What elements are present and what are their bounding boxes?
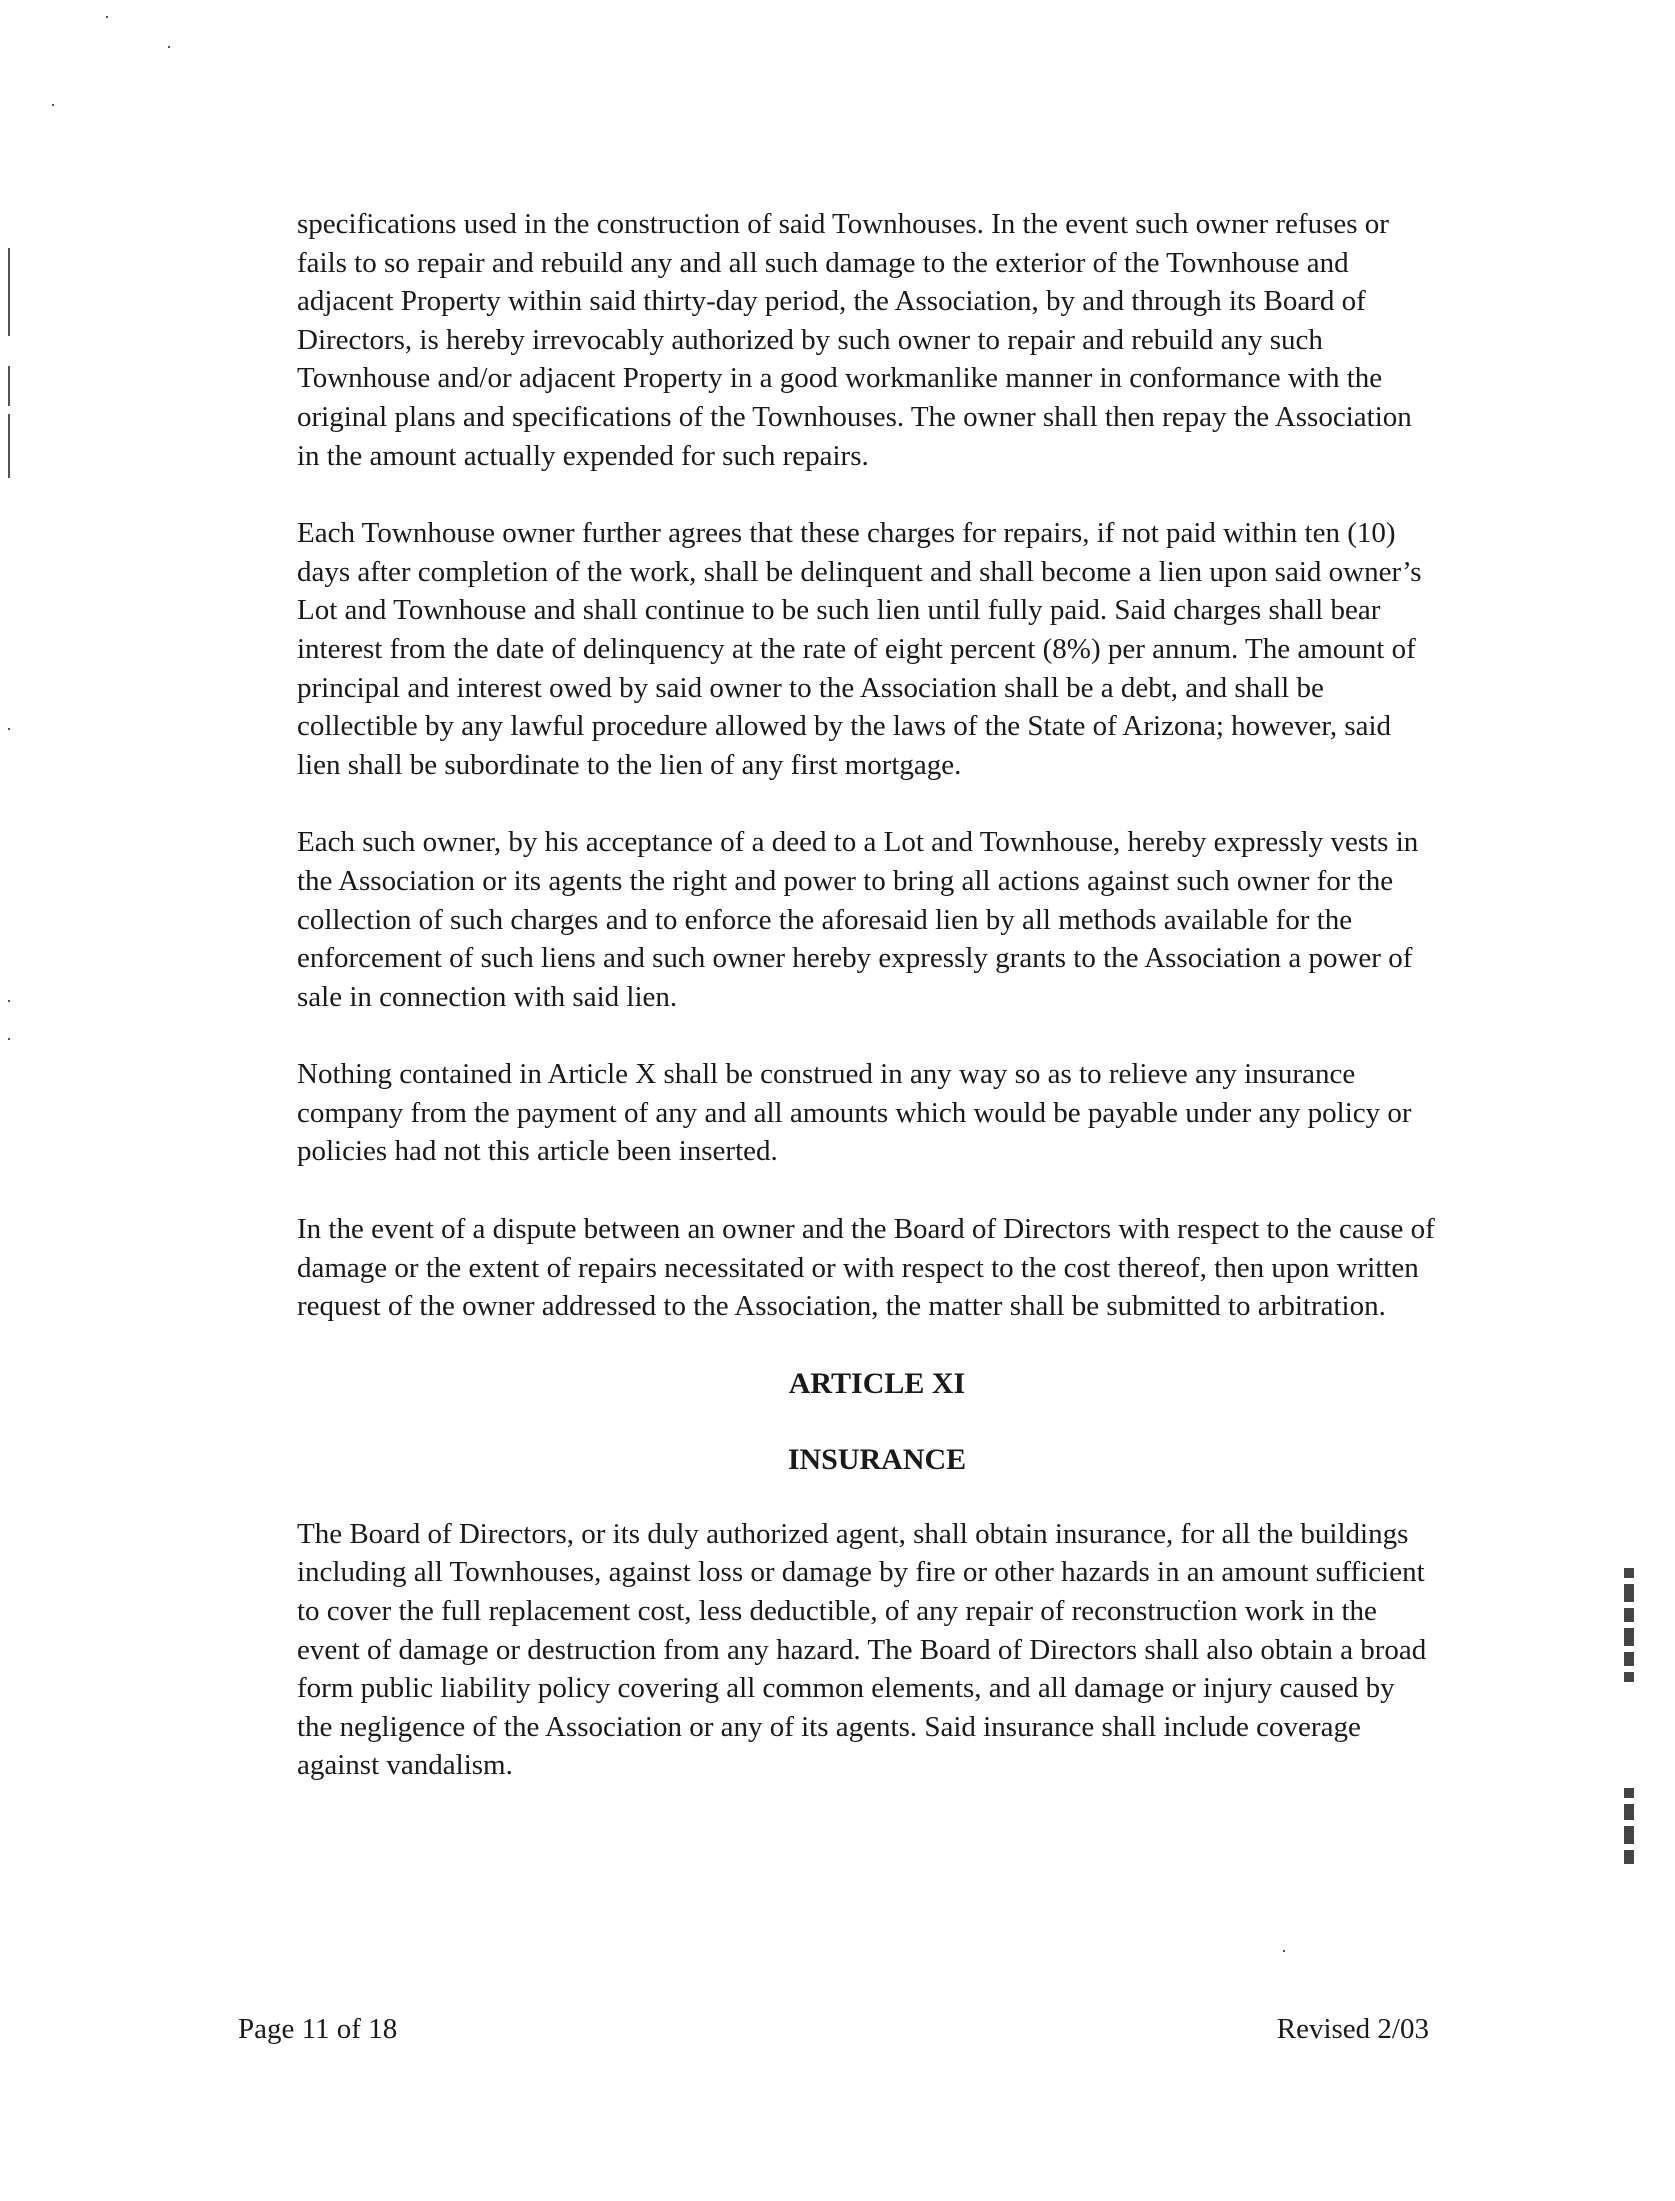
scan-speck xyxy=(168,46,170,48)
scan-speck xyxy=(1283,1950,1285,1952)
paragraph: Nothing contained in Article X shall be construed in any way so as to relieve any insurance company from the payment of any and all amounts which would be payable under any policy or policies had not this article been inserted. xyxy=(297,1058,1412,1168)
scan-margin-line xyxy=(8,414,10,478)
scan-margin-line xyxy=(8,366,10,406)
paragraph: In the event of a dispute between an owner and the Board of Directors with respect to the cause of damage or the extent of repairs necessitated or with respect to the cost thereof, then upon written request of the owner addressed to the Association, the matter shall be submitted to arbitration. xyxy=(297,1213,1435,1323)
revision-date: Revised 2/03 xyxy=(1276,2013,1429,2045)
paragraph: The Board of Directors, or its duly authorized agent, shall obtain insurance, for all the buildings including all Townhouses, against loss or damage by fire or other hazards in an amount sufficient to cover the full replacement cost, less deductible, of any repair of reconstruction work in the event of damage or destruction from any hazard. The Board of Directors shall also obtain a broad form public liability policy covering all common elements, and all damage or injury caused by the negligence of the Association or any of its agents. Said insurance shall include coverage against vandalism. xyxy=(297,1517,1427,1782)
paragraph: Each such owner, by his acceptance of a deed to a Lot and Townhouse, hereby expressly vests in the Association or its agents the right and power to bring all actions against such owner for the collection of such charges and to enforce the aforesaid lien by all methods available for the enforcement of such liens and such owner hereby expressly grants to the Association a power of sale in connection with said lien. xyxy=(297,826,1419,1013)
paragraph: Each Townhouse owner further agrees that these charges for repairs, if not paid within ten (10) days after completion of the work, shall be delinquent and shall become a lien upon said owner’s Lot and Townhouse and shall continue to be such lien until fully paid. Said charges shall bear interest from the date of delinquency at the rate of eight percent (8%) per annum. The amount of principal and interest owed by said owner to the Association shall be a debt, and shall be collectible by any lawful procedure allowed by the laws of the State of Arizona; however, said lien shall be subordinate to the lien of any first mortgage. xyxy=(297,517,1422,781)
scan-speck xyxy=(52,104,54,106)
document-body xyxy=(297,205,1437,1824)
article-title-heading: INSURANCE xyxy=(787,1442,967,1476)
scan-speck xyxy=(106,16,108,18)
scan-speck xyxy=(8,1000,10,1002)
scan-speck xyxy=(8,728,10,730)
page-number: Page 11 of 18 xyxy=(238,2013,398,2045)
article-number-heading: ARTICLE XI xyxy=(788,1366,966,1400)
scan-speck xyxy=(8,1038,10,1040)
scan-stamp-mark xyxy=(1622,1568,1636,1682)
paragraph: specifications used in the construction of said Townhouses. In the event such owner refuses or fails to so repair and rebuild any and all such damage to the exterior of the Townhouse and adjacent Property within said thirty-day period, the Association, by and through its Board of Directors, is hereby irrevocably authorized by such owner to repair and rebuild any such Townhouse and/or adjacent Property in a good workmanlike manner in conformance with the original plans and specifications of the Townhouses. The owner shall then repay the Association in the amount actually expended for such repairs. xyxy=(297,208,1412,472)
scan-stamp-mark xyxy=(1622,1788,1636,1864)
scan-margin-line xyxy=(8,248,10,336)
